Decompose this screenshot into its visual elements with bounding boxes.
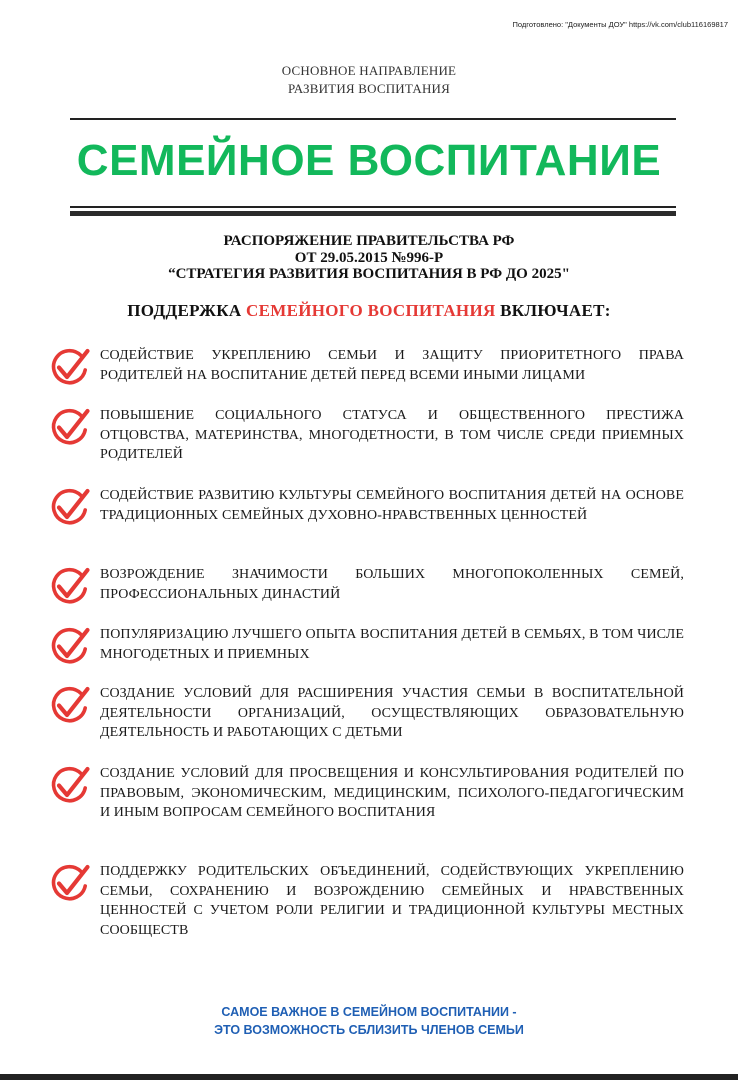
check-circle-icon [48,346,90,388]
footer-line-2: ЭТО ВОЗМОЖНОСТЬ СБЛИЗИТЬ ЧЛЕНОВ СЕМЬИ [214,1023,524,1037]
check-circle-icon [48,406,90,448]
order-line-2: ОТ 29.05.2015 №996-Р [294,249,444,266]
section-heading [0,300,738,322]
check-circle-icon [48,684,90,726]
footer-line-1: САМОЕ ВАЖНОЕ В СЕМЕЙНОМ ВОСПИТАНИИ - [221,1005,517,1019]
section-heading-start: ПОДДЕРЖКА [127,301,247,320]
top-divider [70,118,676,120]
check-circle-icon [48,625,90,667]
subtitle [0,62,738,98]
bottom-divider-thin [70,206,676,208]
check-circle-icon [48,486,90,528]
credit-line: Подготовлено: "Документы ДОУ" https://vk.com/club116169817 [512,20,728,29]
check-circle-icon [48,862,90,904]
list-item-text: ПОПУЛЯРИЗАЦИЮ ЛУЧШЕГО ОПЫТА ВОСПИТАНИЯ ДЕТЕЙ В СЕМЬЯХ, В ТОМ ЧИСЛЕ МНОГОДЕТНЫХ И ПРИЕМНЫХ [100,627,684,662]
list-item-text: СОЗДАНИЕ УСЛОВИЙ ДЛЯ РАСШИРЕНИЯ УЧАСТИЯ СЕМЬИ В ВОСПИТАТЕЛЬНОЙ ДЕЯТЕЛЬНОСТИ ОРГАНИЗАЦИЙ, ОСУЩЕСТВЛЯЮЩИХ ОБРАЗОВАТЕЛЬНУЮ ДЕЯТЕЛЬНОСТЬ И РАБОТАЮЩИХ С ДЕТЬМИ [100,686,684,740]
bottom-divider-thick [70,211,676,216]
order-line-1: РАСПОРЯЖЕНИЕ ПРАВИТЕЛЬСТВА РФ [223,233,515,249]
bottom-bar [0,1074,738,1080]
subtitle-line-1: ОСНОВНОЕ НАПРАВЛЕНИЕ [281,63,457,78]
page-title: СЕМЕЙНОЕ ВОСПИТАНИЕ [76,136,662,185]
check-circle-icon [48,565,90,607]
order-heading [0,233,738,283]
order-line-3: “СТРАТЕГИЯ РАЗВИТИЯ ВОСПИТАНИЯ В РФ ДО 2025" [168,266,570,282]
check-circle-icon [48,764,90,806]
list-item-text: СОДЕЙСТВИЕ РАЗВИТИЮ КУЛЬТУРЫ СЕМЕЙНОГО ВОСПИТАНИЯ ДЕТЕЙ НА ОСНОВЕ ТРАДИЦИОННЫХ СЕМЕЙНЫХ ДУХОВНО-НРАВСТВЕННЫХ ЦЕННОСТЕЙ [100,488,684,523]
section-heading-end: ВКЛЮЧАЕТ: [495,301,611,320]
list-item-text: ВОЗРОЖДЕНИЕ ЗНАЧИМОСТИ БОЛЬШИХ МНОГОПОКОЛЕННЫХ СЕМЕЙ, ПРОФЕССИОНАЛЬНЫХ ДИНАСТИЙ [100,567,684,602]
footer-note [0,1003,738,1039]
section-heading-highlight: СЕМЕЙНОГО ВОСПИТАНИЯ [246,301,496,320]
list-item-text: ПОВЫШЕНИЕ СОЦИАЛЬНОГО СТАТУСА И ОБЩЕСТВЕННОГО ПРЕСТИЖА ОТЦОВСТВА, МАТЕРИНСТВА, МНОГОДЕТНОСТИ, В ТОМ ЧИСЛЕ СРЕДИ ПРИЕМНЫХ РОДИТЕЛЕЙ [100,408,684,462]
list-item-text: ПОДДЕРЖКУ РОДИТЕЛЬСКИХ ОБЪЕДИНЕНИЙ, СОДЕЙСТВУЮЩИХ УКРЕПЛЕНИЮ СЕМЬИ, СОХРАНЕНИЮ И ВОЗРОЖДЕНИЮ СЕМЕЙНЫХ И НРАВСТВЕННЫХ ЦЕННОСТЕЙ С УЧЕТОМ РОЛИ РЕЛИГИИ И ТРАДИЦИОННОЙ КУЛЬТУРЫ МЕСТНЫХ СООБЩЕСТВ [100,864,684,938]
list-item-text: СОДЕЙСТВИЕ УКРЕПЛЕНИЮ СЕМЬИ И ЗАЩИТУ ПРИОРИТЕТНОГО ПРАВА РОДИТЕЛЕЙ НА ВОСПИТАНИЕ ДЕТЕЙ ПЕРЕД ВСЕМИ ИНЫМИ ЛИЦАМИ [100,348,684,383]
subtitle-line-2: РАЗВИТИЯ ВОСПИТАНИЯ [287,81,451,96]
list-item-text: СОЗДАНИЕ УСЛОВИЙ ДЛЯ ПРОСВЕЩЕНИЯ И КОНСУЛЬТИРОВАНИЯ РОДИТЕЛЕЙ ПО ПРАВОВЫМ, ЭКОНОМИЧЕСКИМ, МЕДИЦИНСКИМ, ПСИХОЛОГО-ПЕДАГОГИЧЕСКИМ И ИНЫМ ВОПРОСАМ СЕМЕЙНОГО ВОСПИТАНИЯ [100,766,684,820]
